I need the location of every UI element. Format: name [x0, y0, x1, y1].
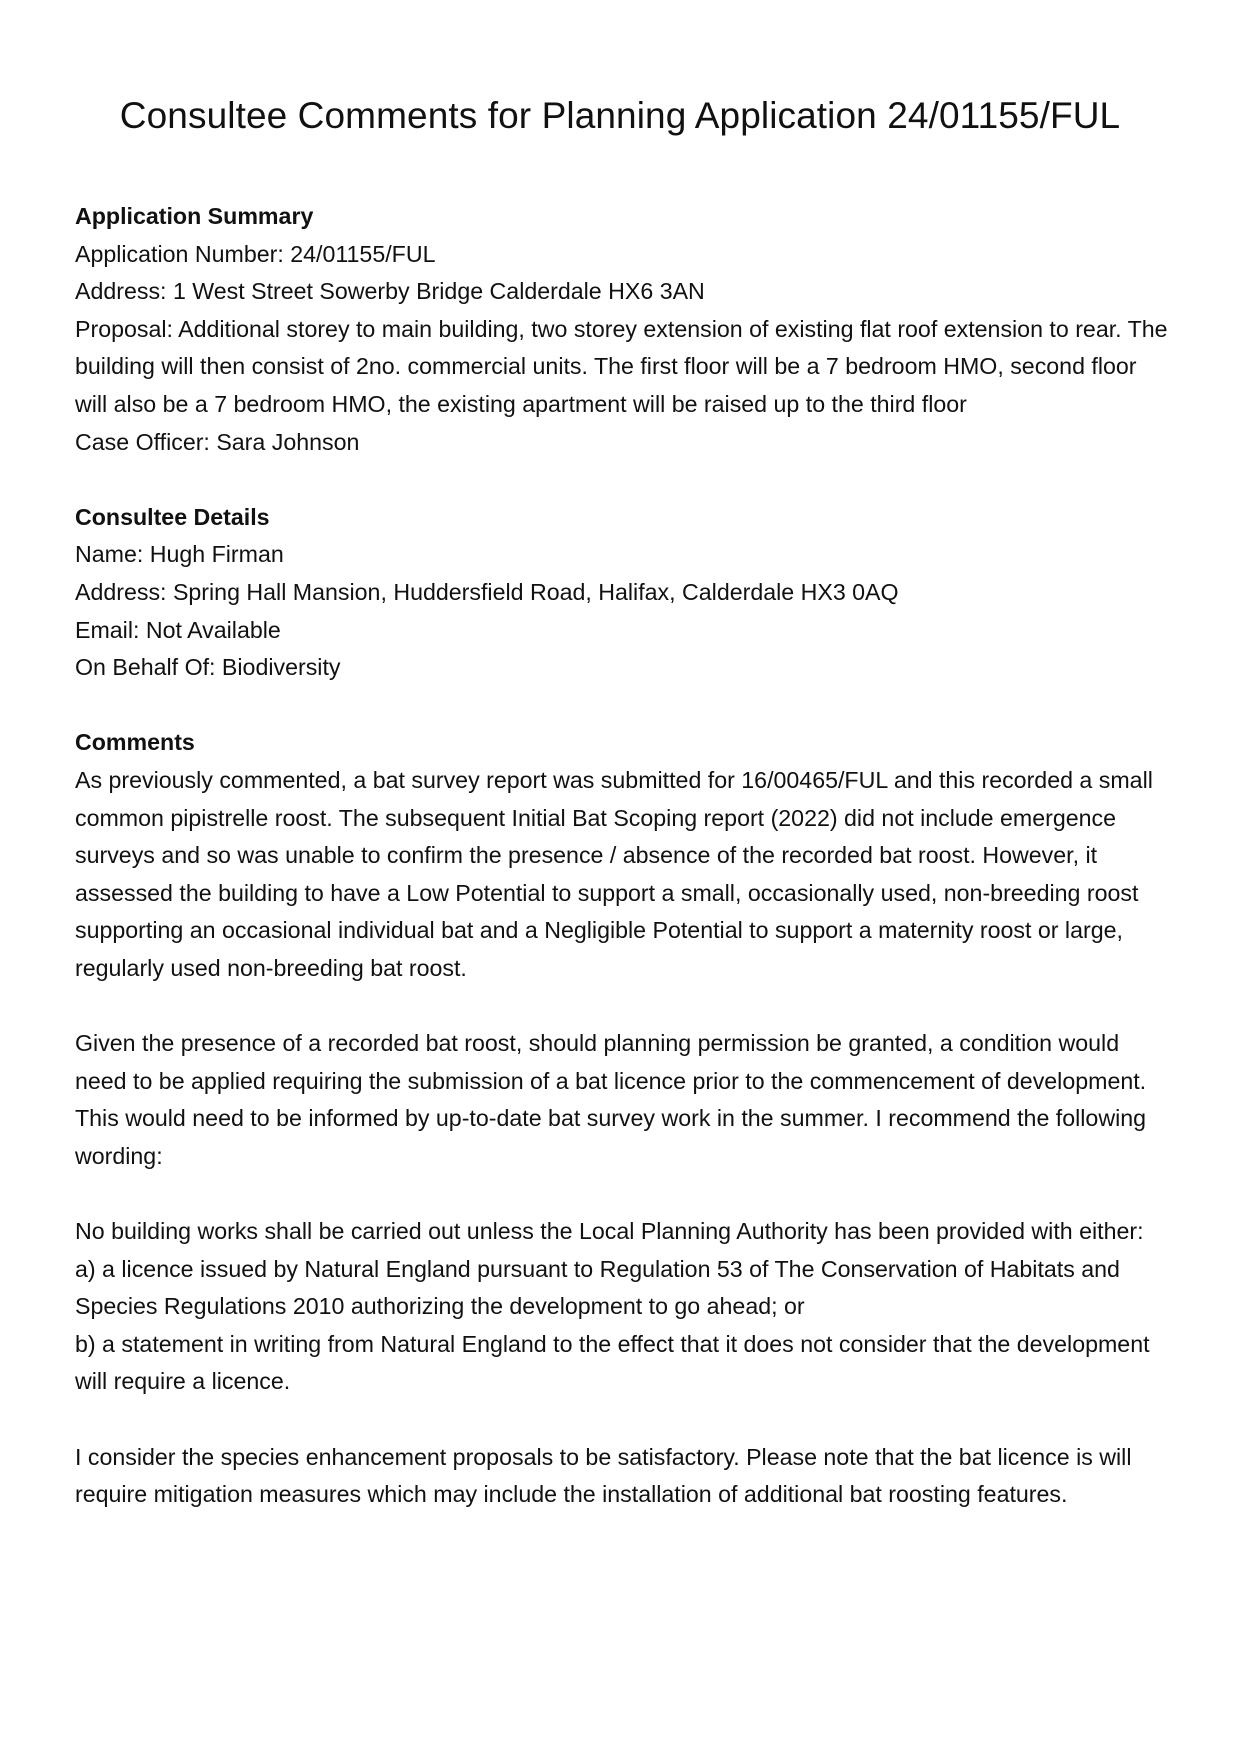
- application-summary-heading: Application Summary: [75, 203, 314, 229]
- consultee-address: Address: Spring Hall Mansion, Huddersfield Road, Halifax, Calderdale HX3 0AQ: [75, 578, 899, 605]
- consultee-details-heading: Consultee Details: [75, 503, 270, 530]
- condition-option-b: b) a statement in writing from Natural England to the effect that it does not consider that the development will require a licence.: [75, 1330, 1150, 1395]
- condition-intro: No building works shall be carried out unless the Local Planning Authority has been provided with either:: [75, 1218, 1144, 1245]
- document-body: [75, 198, 1175, 1551]
- application-address: Address: 1 West Street Sowerby Bridge Calderdale HX6 3AN: [75, 278, 705, 305]
- case-officer: Case Officer: Sara Johnson: [75, 428, 360, 455]
- application-summary-section: [75, 198, 1175, 461]
- application-number: Application Number: 24/01155/FUL: [75, 240, 436, 267]
- comment-paragraph: As previously commented, a bat survey report was submitted for 16/00465/FUL and this recorded a small common pipistrelle roost. The subsequent Initial Bat Scoping report (2022) did not include emergence surveys and so was unable to confirm the presence / absence of the recorded bat roost. However, it assessed the building to have a Low Potential to support a small, occasionally used, non-breeding roost supporting an occasional individual bat and a Negligible Potential to support a maternity roost or large, regularly used non-breeding bat roost.: [75, 766, 1153, 981]
- consultee-on-behalf-of: On Behalf Of: Biodiversity: [75, 654, 341, 681]
- recommended-condition: [75, 1213, 1175, 1401]
- consultee-email: Email: Not Available: [75, 616, 281, 643]
- comments-section: [75, 724, 1175, 1513]
- page-title: Consultee Comments for Planning Application 24/01155/FUL: [119, 95, 1121, 136]
- application-proposal: Proposal: Additional storey to main building, two storey extension of existing flat roof extension to rear. The building will then consist of 2no. commercial units. The first floor will be a 7 bedroom HMO, second floor will also be a 7 bedroom HMO, the existing apartment will be raised up to the third floor: [75, 315, 1168, 417]
- consultee-name: Name: Hugh Firman: [75, 541, 284, 568]
- comment-paragraph: I consider the species enhancement proposals to be satisfactory. Please note that the bat licence is will require mitigation measures which may include the installation of additional bat roosting features.: [75, 1443, 1132, 1508]
- condition-option-a: a) a licence issued by Natural England pursuant to Regulation 53 of The Conservation of Habitats and Species Regulations 2010 authorizing the development to go ahead; or: [75, 1255, 1120, 1320]
- comment-paragraph: Given the presence of a recorded bat roost, should planning permission be granted, a condition would need to be applied requiring the submission of a bat licence prior to the commencement of development. This would need to be informed by up-to-date bat survey work in the summer. I recommend the following wording:: [75, 1030, 1147, 1169]
- consultee-details-section: [75, 499, 1175, 687]
- comments-heading: Comments: [75, 729, 195, 756]
